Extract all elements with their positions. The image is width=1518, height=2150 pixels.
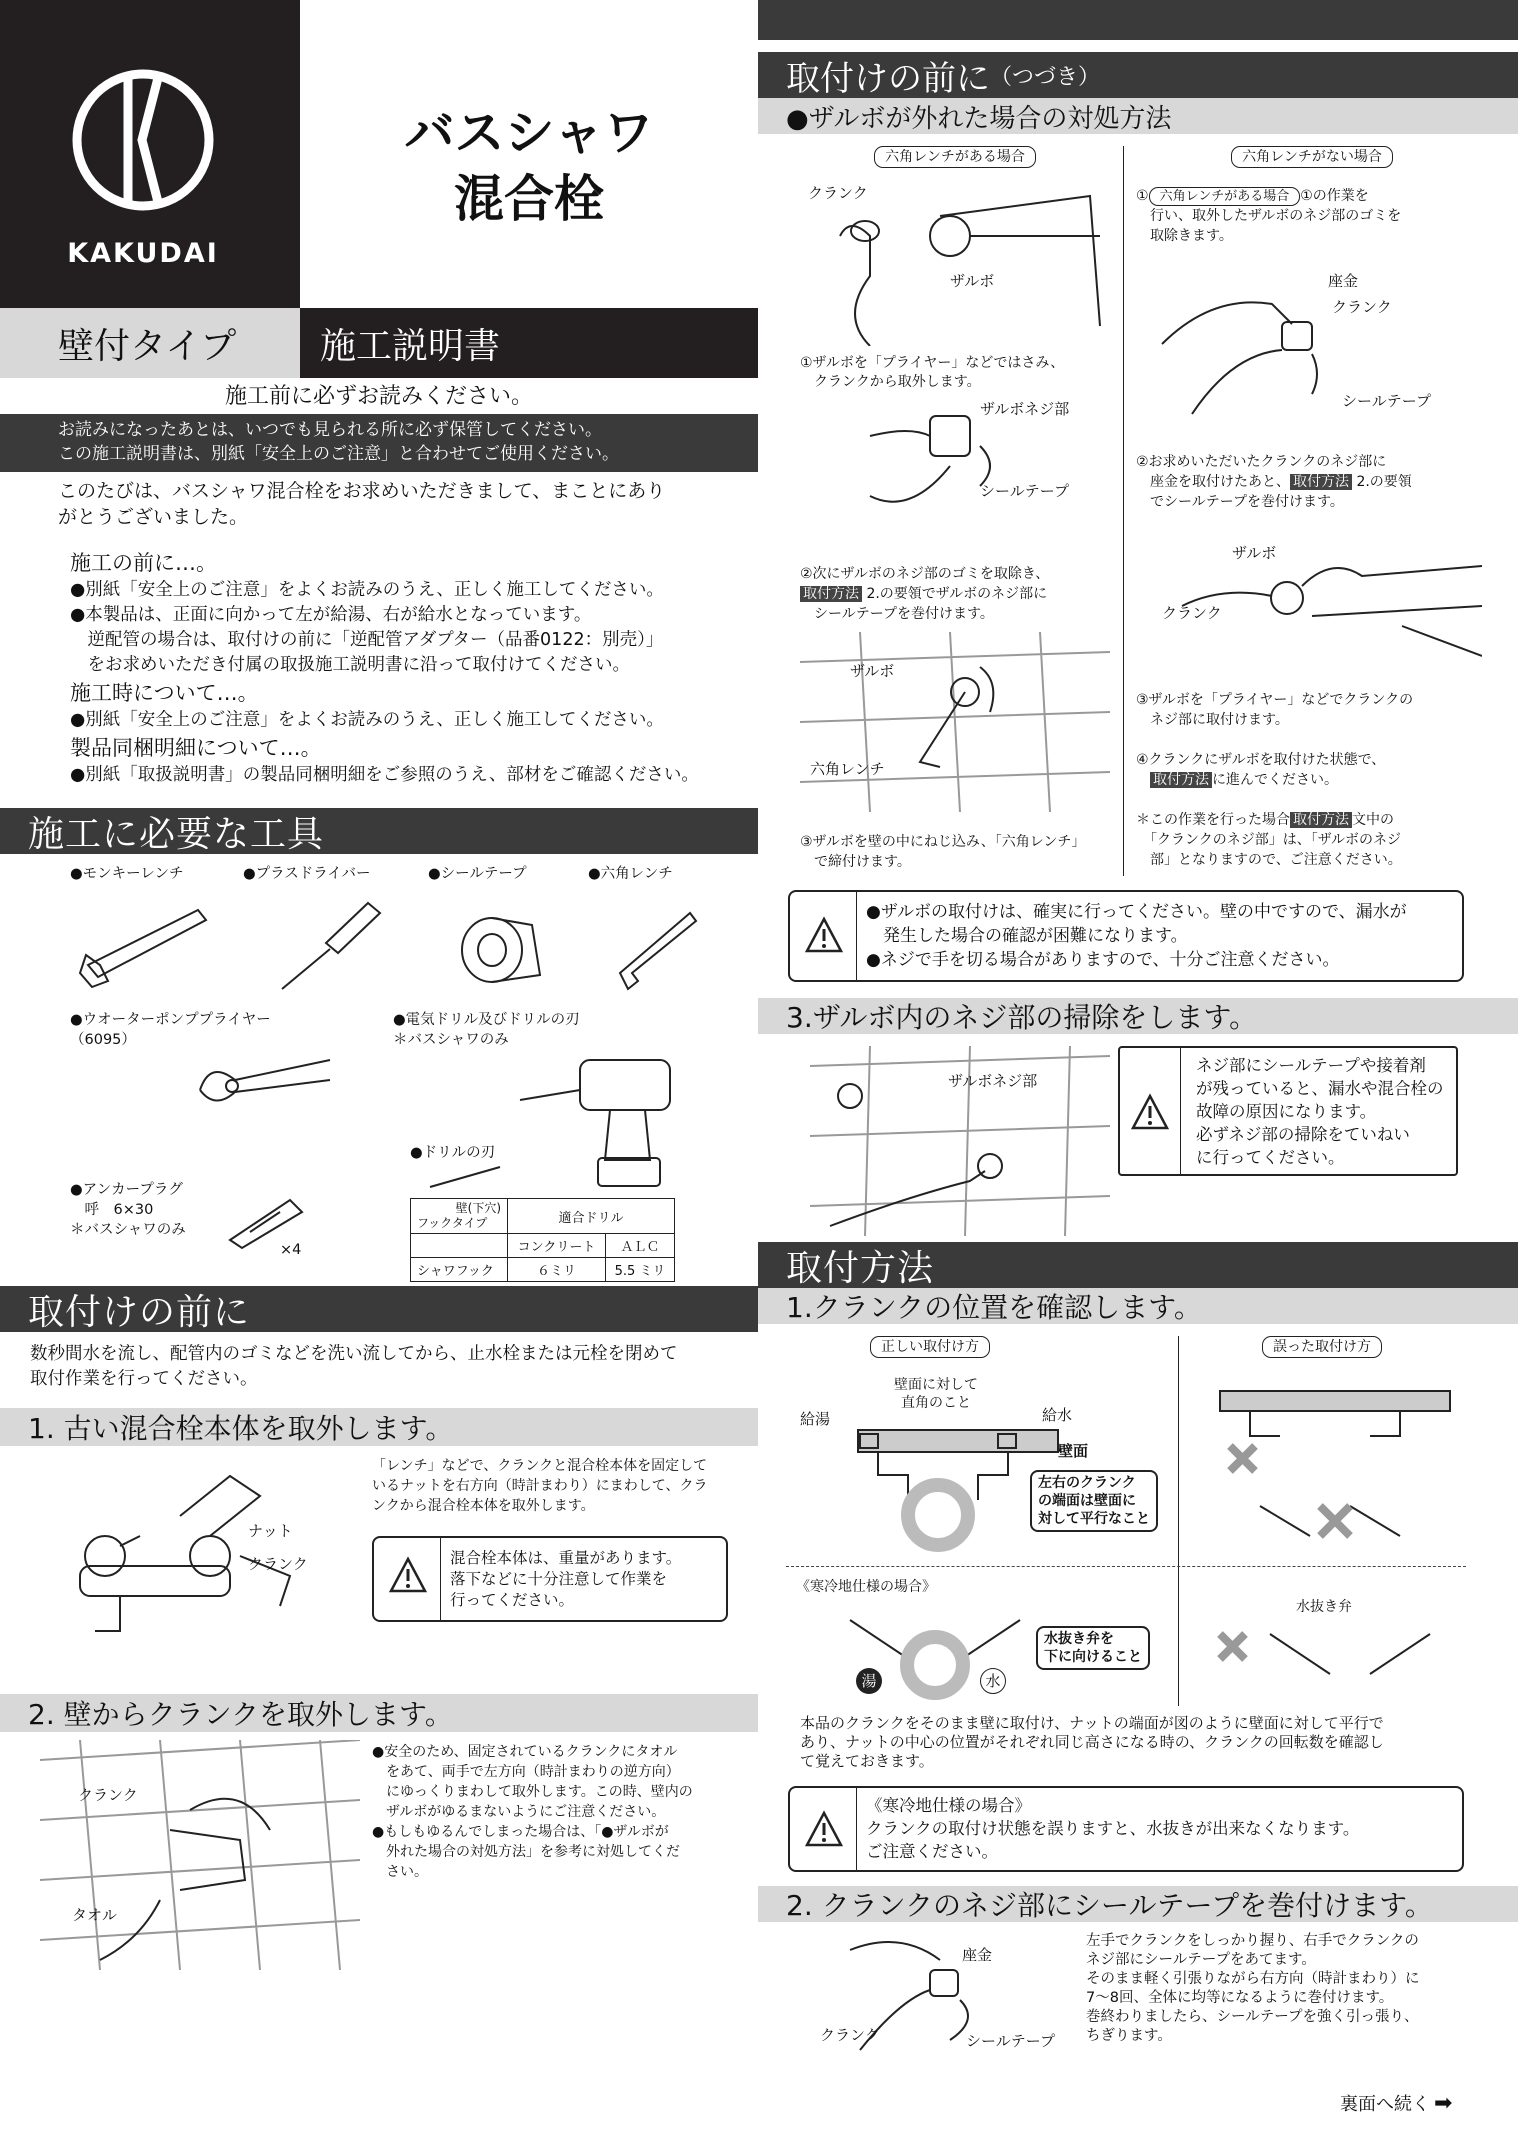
step2-text-4: 巻終わりましたら、シールテープを強く引っ張り、 — [1086, 2009, 1419, 2025]
with-hex-s1-1: クランクから取外します。 — [800, 374, 981, 390]
cold-label: 給水 — [1042, 1406, 1073, 1424]
step3-warn-4: に行ってください。 — [1196, 1148, 1345, 1167]
pre-cont-sub: ●ザルボが外れた場合の対処方法 — [758, 98, 1518, 134]
with-hex-s1 — [800, 354, 1064, 392]
before-item-2: 逆配管の場合は、取付けの前に「逆配管アダプター（品番0122：別売）」 — [70, 630, 664, 650]
cold-region-correct-figure — [830, 1600, 1030, 1710]
install-text-0: 本品のクランクをそのまま壁に取付け、ナットの端面が図のように壁面に対して平行で — [800, 1714, 1384, 1732]
note-a-post: 文中の — [1352, 812, 1394, 828]
step2-heading: 2. 壁からクランクを取外します。 — [0, 1694, 758, 1732]
perp-1: 直角のこと — [901, 1395, 971, 1411]
install-divider-v — [1178, 1336, 1179, 1706]
warning-icon — [388, 1556, 428, 1594]
with-hex-s2b: 2.の要領でザルボのネジ部に — [862, 586, 1048, 602]
hex-wrench-icon — [600, 905, 700, 995]
note-a-tag[interactable]: 取付方法 — [1290, 812, 1352, 828]
drill-bit-icon — [425, 1162, 505, 1192]
with-hex-thread: ザルボネジ部 — [980, 400, 1070, 418]
crank-label-1: クランク — [248, 1555, 308, 1573]
with-hex-column — [790, 146, 1120, 876]
with-hex-s1-0: ①ザルボを「プライヤー」などではさみ、 — [800, 355, 1065, 371]
step2-text-5: 外れた場合の対処方法」を参考に対処してくだ — [372, 1844, 680, 1860]
towel-label: タオル — [72, 1906, 118, 1924]
with-hex-seal: シールテープ — [980, 482, 1069, 500]
pump-line2: （6095） — [70, 1032, 136, 1048]
table-corner-bottom: フックタイプ — [417, 1216, 488, 1230]
drain-valve-label: 水抜き弁 — [1296, 1599, 1352, 1615]
zarubo-warn-0: ●ザルボの取付けは、確実に行ってください。壁の中ですので、漏水が — [866, 902, 1407, 922]
crank-removal-figure — [40, 1740, 360, 1970]
before-item-1: ●本製品は、正面に向かって左が給湯、右が給水となっています。 — [70, 605, 592, 625]
step3-warning — [1118, 1046, 1458, 1176]
hot-label: 給湯 — [800, 1410, 831, 1428]
wrong-tag: 誤った取付け方 — [1262, 1336, 1382, 1358]
anchor-qty: ×4 — [280, 1242, 302, 1258]
thanks-line1: このたびは、バスシャワ混合栓をお求めいただきまして、まことにあり — [58, 480, 666, 502]
drain-dir-1: 下に向けること — [1044, 1649, 1142, 1665]
zarubo-warn-2: ●ネジで手を切る場合がありますので、十分ご注意ください。 — [866, 950, 1340, 970]
pre-notes — [70, 548, 760, 788]
without-hex-s4b: に進んでください。 — [1212, 772, 1338, 788]
without-hex-column — [1132, 146, 1492, 876]
during-item: ●別紙「安全上のご注意」をよくお読みのうえ、正しく施工してください。 — [70, 710, 664, 730]
with-hex-s3-0: ③ザルボを壁の中にねじ込み、「六角レンチ」 — [800, 834, 1086, 850]
pump-line1: ●ウオーターポンププライヤー — [70, 1012, 271, 1028]
intro-line1: 数秒間水を流し、配管内のゴミなどを洗い流してから、止水栓または元栓を閉めて — [30, 1344, 678, 1364]
warning-icon — [804, 1810, 844, 1848]
correct-tag-wrap — [870, 1336, 990, 1358]
column-divider — [1123, 146, 1124, 876]
step3-warn-3: 必ずネジ部の掃除をていねい — [1196, 1125, 1410, 1144]
without-hex-s2c: でシールテープを巻付けます。 — [1136, 494, 1344, 510]
step1-warning — [372, 1536, 728, 1622]
table-corner — [411, 1199, 508, 1234]
cold-warn-2: ご注意ください。 — [866, 1842, 998, 1861]
without-hex-zarubo: ザルボ — [1232, 544, 1277, 562]
step1-heading: 1. 古い混合栓本体を取外します。 — [0, 1408, 758, 1446]
type-label: 壁付タイプ — [0, 308, 300, 378]
doc-label: 施工説明書 — [300, 308, 758, 378]
with-hex-crank: クランク — [808, 184, 868, 202]
hot-mark: 湯 — [856, 1668, 882, 1694]
install-step1-heading: 1.クランクの位置を確認します。 — [758, 1288, 1518, 1324]
step2-text-1: ネジ部にシールテープをあてます。 — [1086, 1952, 1316, 1968]
must-read: 施工前に必ずお読みください。 — [224, 384, 533, 409]
with-hex-tag: 六角レンチがある場合 — [874, 146, 1036, 168]
cold-warn-0: 《寒冷地仕様の場合》 — [866, 1796, 1031, 1815]
drill-line1: ●電気ドリル及びドリルの刃 — [393, 1012, 580, 1028]
step1-warn-0: 混合栓本体は、重量があります。 — [450, 1549, 682, 1567]
title-line2: 混合栓 — [454, 170, 604, 228]
tool-monkey-label: ●モンキーレンチ — [70, 866, 184, 882]
pre-cont-heading-main: 取付けの前に — [786, 58, 990, 99]
thanks-line2: がとうございました。 — [58, 506, 249, 528]
before-item-3: をお求めいただき付属の取扱施工説明書に沿って取付けてください。 — [70, 655, 630, 675]
warning-icon — [1130, 1093, 1170, 1131]
parallel-0: 左右のクランク — [1038, 1475, 1136, 1491]
note-b: 「クランクのネジ部」は、「ザルボのネジ — [1136, 832, 1402, 848]
tool-tape-label: ●シールテープ — [428, 866, 527, 882]
without-hex-s4b-tag[interactable]: 取付方法 — [1150, 772, 1212, 788]
without-hex-crank: クランク — [1332, 298, 1392, 316]
table-header: 適合ドリル — [508, 1199, 675, 1234]
table-row-label: シャワフック — [411, 1258, 508, 1282]
anchor-line3: ＊バスシャワのみ — [70, 1222, 186, 1238]
without-hex-s4 — [1136, 750, 1385, 790]
install-text-2: て覚えておきます。 — [800, 1752, 934, 1770]
plier-zarubo-figure — [1162, 526, 1482, 676]
tools-heading: 施工に必要な工具 — [0, 808, 758, 854]
with-hex-s2b-tag[interactable]: 取付方法 — [800, 586, 862, 602]
with-hex-hexwrench: 六角レンチ — [810, 760, 885, 778]
kakudai-logo-icon — [0, 0, 300, 250]
step2-text — [372, 1742, 752, 1882]
pre-cont-heading — [758, 52, 1518, 98]
cold-region-warning — [788, 1786, 1464, 1872]
step2-text-2: そのまま軽く引張りながら右方向（時計まわり）に — [1086, 1971, 1420, 1987]
tool-anchor-label — [70, 1180, 186, 1240]
contents-item: ●別紙「取扱説明書」の製品同梱明細をご参照のうえ、部材をご確認ください。 — [70, 765, 699, 785]
cold-region-label: 《寒冷地仕様の場合》 — [796, 1579, 936, 1595]
without-hex-note — [1136, 810, 1402, 870]
monkey-wrench-icon — [78, 895, 218, 995]
pre-cont-heading-sub: （つづき） — [990, 64, 1101, 90]
without-hex-s3-1: ネジ部に取付けます。 — [1136, 712, 1289, 728]
install-step1-text — [800, 1714, 1470, 1771]
with-hex-s3 — [800, 832, 1085, 872]
with-hex-zarubo2: ザルボ — [850, 662, 895, 680]
step1-warn-2: 行ってください。 — [450, 1591, 575, 1609]
step2-text-6: さい。 — [372, 1864, 428, 1880]
step2-text-3: 7〜8回、全体に均等になるように巻付けます。 — [1086, 1990, 1394, 2006]
pump-plier-icon — [190, 1050, 340, 1125]
notice-line1: お読みになったあとは、いつでも見られる所に必ず保管してください。 — [58, 420, 602, 440]
without-hex-s1-tag[interactable]: 六角レンチがある場合 — [1149, 187, 1301, 206]
electric-drill-icon — [510, 1040, 690, 1190]
zarubo-warning — [788, 890, 1464, 982]
step2-seat: 座金 — [962, 1946, 993, 1964]
faucet-removal-figure — [60, 1456, 350, 1646]
step1-text-1: いるナットを右方向（時計まわり）にまわして、クラ — [372, 1478, 708, 1494]
step1-text-0: 「レンチ」などで、クランクと混合栓本体を固定して — [372, 1458, 708, 1474]
cold-region-wrong-figure — [1210, 1614, 1460, 1704]
table-corner-top: 壁(下穴) — [455, 1201, 502, 1215]
step3-warn-1: が残っていると、漏水や混合栓の — [1196, 1079, 1444, 1098]
zarubo-warn-1: 発生した場合の確認が困難になります。 — [866, 926, 1188, 946]
install-heading: 取付方法 — [758, 1242, 1518, 1288]
brand-name: KAKUDAI — [67, 238, 219, 269]
step1-warn-1: 落下などに十分注意して作業を — [450, 1570, 668, 1588]
without-hex-s2 — [1136, 452, 1412, 512]
step1-text — [372, 1456, 752, 1516]
step2-crank: クランク — [820, 2026, 880, 2044]
wrong-install-figure — [1200, 1376, 1470, 1556]
step3-warn-2: 故障の原因になります。 — [1196, 1102, 1377, 1121]
without-hex-s2b-post: 2.の要領 — [1352, 474, 1412, 490]
table-v1: ６ミリ — [508, 1258, 606, 1282]
table-col2: ＡＬＣ — [606, 1234, 675, 1258]
step3-thread: ザルボネジ部 — [948, 1072, 1038, 1090]
install-text-1: あり、ナットの中心の位置がそれぞれ同じ高さになる時の、クランクの回転数を確認し — [800, 1733, 1384, 1751]
with-hex-zarubo: ザルボ — [950, 272, 995, 290]
step2-text-0: 左手でクランクをしっかり握り、右手でクランクの — [1086, 1933, 1419, 1949]
without-hex-s3 — [1136, 690, 1413, 730]
step3-warn-0: ネジ部にシールテープや接着剤 — [1196, 1056, 1426, 1075]
step2-text-5: ちぎります。 — [1086, 2028, 1172, 2044]
title-line1: バスシャワ — [404, 104, 654, 162]
with-hex-s3-1: で締付けます。 — [800, 854, 911, 870]
without-hex-s1 — [1136, 186, 1401, 246]
warning-icon — [804, 916, 844, 954]
wall-label: 壁面 — [1058, 1442, 1089, 1460]
step1-text-2: ンクから混合栓本体を取外します。 — [372, 1498, 595, 1514]
without-hex-s1-post: ①の作業を — [1300, 188, 1369, 204]
seal-tape-icon — [452, 905, 562, 995]
footer-text: 裏面へ続く — [1340, 2094, 1430, 2115]
with-hex-s2a: ②次にザルボのネジ部のゴミを取除き、 — [800, 566, 1050, 582]
table-col1: コンクリート — [508, 1234, 606, 1258]
during-heading: 施工時について…。 — [70, 681, 259, 705]
notice-line2: この施工説明書は、別紙「安全上のご注意」と合わせてご使用ください。 — [58, 444, 619, 464]
hex-tighten-figure — [800, 632, 1110, 812]
without-hex-s2b-pre: 座金を取付けたあと、 — [1136, 474, 1290, 490]
table-spacer — [411, 1234, 508, 1258]
step2-text-0: ●安全のため、固定されているクランクにタオル — [372, 1744, 678, 1760]
pre-install-heading: 取付けの前に — [0, 1286, 758, 1332]
product-title — [300, 100, 758, 232]
drill-line2: ＊バスシャワのみ — [393, 1032, 509, 1048]
right-top-band — [758, 0, 1518, 40]
arrow-right-icon: ➡ — [1434, 2090, 1453, 2116]
tool-driver-label: ●プラスドライバー — [243, 866, 371, 882]
with-hex-s2 — [800, 564, 1049, 624]
crank-label-2: クランク — [78, 1786, 138, 1804]
step2-text-4: ●もしもゆるんでしまった場合は、「●ザルボが — [372, 1824, 669, 1840]
without-hex-s2a: ②お求めいただいたクランクのネジ部に — [1136, 454, 1387, 470]
logo-block — [0, 0, 300, 308]
footer-continue[interactable] — [1340, 2090, 1452, 2116]
install-divider-h — [786, 1566, 1466, 1567]
step2-seal: シールテープ — [966, 2032, 1055, 2050]
parallel-callout — [1030, 1470, 1158, 1532]
anchor-line2: 呼 6×30 — [70, 1202, 154, 1218]
cold-warn-1: クランクの取付け状態を誤りますと、水抜きが出来なくなります。 — [866, 1819, 1360, 1838]
perp-label — [894, 1376, 978, 1412]
with-hex-s2c: シールテープを巻付けます。 — [800, 606, 994, 622]
thanks-text — [58, 478, 748, 530]
note-a-pre: ＊この作業を行った場合 — [1136, 812, 1290, 828]
step2-text-2: にゆっくりまわして取外します。この時、壁内の — [372, 1784, 693, 1800]
install-step2-heading: 2. クランクのネジ部にシールテープを巻付けます。 — [758, 1886, 1518, 1922]
without-hex-seat: 座金 — [1328, 272, 1359, 290]
without-hex-s2b-tag[interactable]: 取付方法 — [1290, 474, 1352, 490]
drain-callout — [1036, 1626, 1150, 1670]
drill-table — [410, 1198, 675, 1282]
parallel-1: の端面は壁面に — [1038, 1493, 1136, 1509]
table-v2: 5.5 ミリ — [606, 1258, 675, 1282]
tool-hex-label: ●六角レンチ — [588, 866, 673, 882]
pre-install-intro — [30, 1342, 750, 1392]
tool-pump-label — [70, 1010, 271, 1050]
without-hex-crank2: クランク — [1162, 604, 1222, 622]
without-hex-tag: 六角レンチがない場合 — [1231, 146, 1393, 168]
step2-text-1: をあて、両手で左方向（時計まわりの逆方向） — [372, 1764, 680, 1780]
without-hex-s1-pre: ① — [1136, 188, 1149, 204]
drain-dir-0: 水抜き弁を — [1044, 1631, 1114, 1647]
contents-heading: 製品同梱明細について…。 — [70, 736, 322, 760]
screwdriver-icon — [268, 895, 388, 995]
parallel-2: 対して平行なこと — [1038, 1511, 1150, 1527]
without-hex-s1b: 行い、取外したザルボのネジ部のゴミを — [1136, 208, 1402, 224]
install-step2-text — [1086, 1932, 1476, 2046]
anchor-line1: ●アンカープラグ — [70, 1182, 183, 1198]
without-hex-s3-0: ③ザルボを「プライヤー」などでクランクの — [1136, 692, 1414, 708]
wrong-tag-wrap — [1262, 1336, 1382, 1358]
intro-line2: 取付作業を行ってください。 — [30, 1369, 258, 1389]
drill-bit-label: ●ドリルの刃 — [410, 1145, 496, 1161]
note-c: 部」となりますので、ご注意ください。 — [1136, 852, 1402, 868]
perp-0: 壁面に対して — [894, 1377, 978, 1393]
step3-heading: 3.ザルボ内のネジ部の掃除をします。 — [758, 998, 1518, 1034]
without-hex-s1c: 取除きます。 — [1136, 228, 1233, 244]
before-item-0: ●別紙「安全上のご注意」をよくお読みのうえ、正しく施工してください。 — [70, 580, 664, 600]
before-heading: 施工の前に…。 — [70, 551, 217, 575]
without-hex-seal: シールテープ — [1342, 392, 1431, 410]
cold-mark: 水 — [980, 1668, 1006, 1694]
step2-text-3: ザルボがゆるまないようにご注意ください。 — [372, 1804, 666, 1820]
notice-bar — [0, 414, 758, 472]
without-hex-s4a: ④クランクにザルボを取付けた状態で、 — [1136, 752, 1386, 768]
nut-label: ナット — [248, 1522, 293, 1540]
correct-tag: 正しい取付け方 — [870, 1336, 990, 1358]
